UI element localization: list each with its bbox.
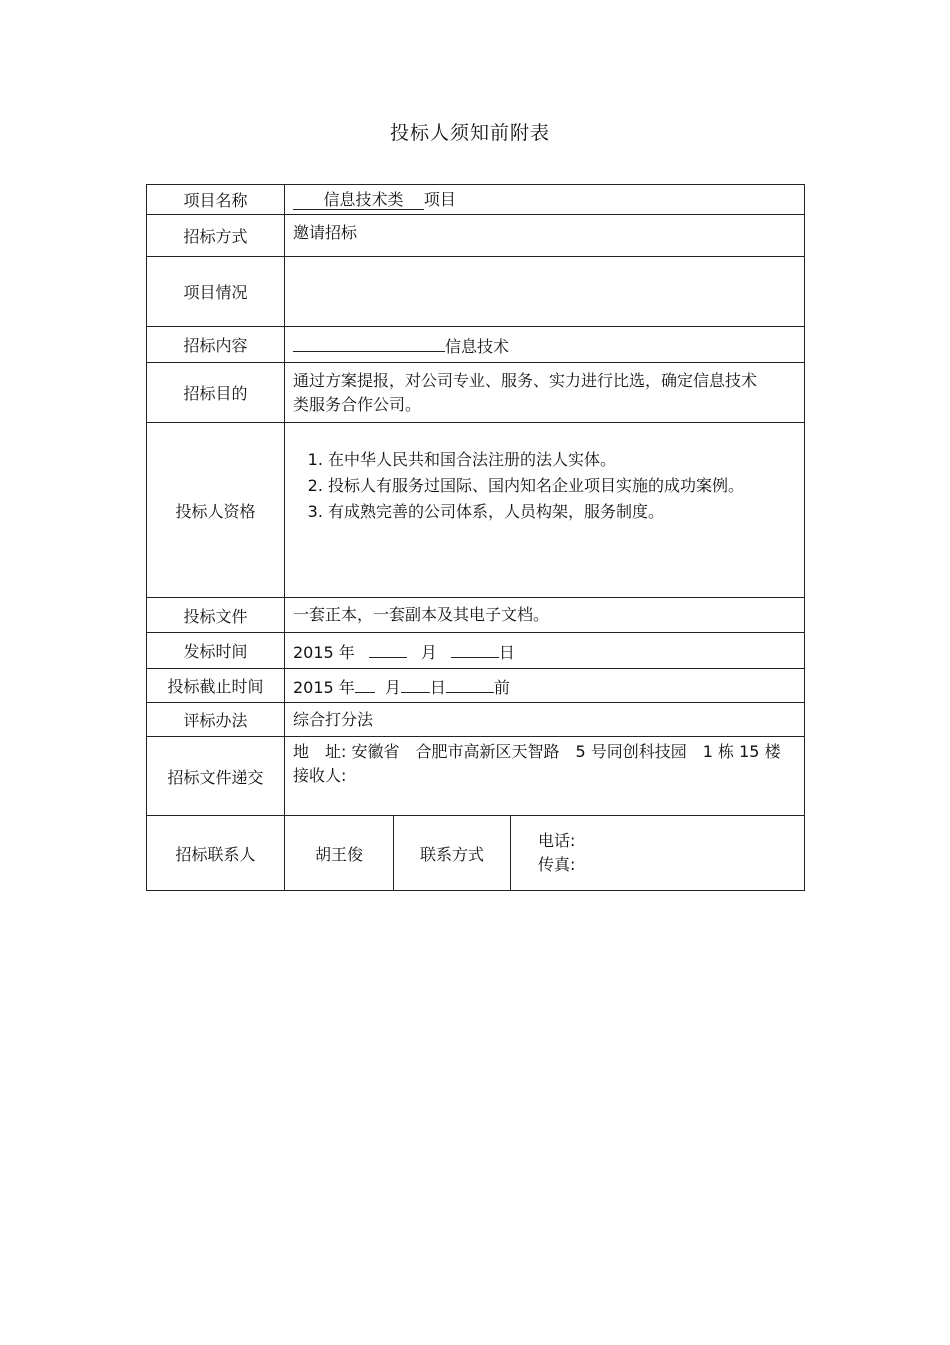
deadline-suffix: 前 [493, 677, 510, 697]
row-qualification [147, 423, 805, 598]
list-item: 3. 有成熟完善的公司体系，人员构架，服务制度。 [328, 500, 768, 524]
label-content: 招标内容 [147, 327, 285, 363]
row-method [147, 215, 805, 257]
list-item: 2. 投标人有服务过国际、国内知名企业项目实施的成功案例。 [328, 474, 768, 498]
value-issue-time [285, 633, 805, 669]
address-value: 安徽省 合肥市高新区天智路 5 号同创科技园 1 栋 15 楼 [351, 742, 781, 761]
submission-address [293, 740, 798, 764]
contact-details [511, 816, 805, 891]
content-blank [293, 331, 445, 352]
contact-method-label: 联系方式 [394, 816, 511, 891]
label-contact: 招标联系人 [147, 816, 285, 891]
address-label: 地 址: [293, 742, 347, 761]
value-documents: 一套正本，一套副本及其电子文档。 [285, 598, 805, 633]
value-purpose: 通过方案提报，对公司专业、服务、实力进行比选，确定信息技术类服务合作公司。 [293, 370, 758, 414]
issue-month-blank [369, 637, 407, 658]
row-documents [147, 598, 805, 633]
project-name-text: 信息技术类 [323, 189, 404, 209]
row-contact [147, 816, 805, 891]
row-deadline [147, 669, 805, 703]
label-issue-time: 发标时间 [147, 633, 285, 669]
value-content [285, 327, 805, 363]
label-qualification: 投标人资格 [147, 423, 285, 598]
value-situation [285, 257, 805, 327]
value-evaluation: 综合打分法 [285, 703, 805, 737]
issue-year: 2015 年 [293, 642, 355, 662]
deadline-year: 2015 年 [293, 677, 355, 697]
label-deadline: 投标截止时间 [147, 669, 285, 703]
list-item: 1. 在中华人民共和国合法注册的法人实体。 [328, 448, 768, 472]
value-deadline [285, 669, 805, 703]
issue-day-blank [451, 637, 499, 658]
row-purpose [147, 363, 805, 423]
receiver-label: 接收人: [293, 766, 347, 785]
project-name-field [293, 190, 424, 210]
row-project-name [147, 185, 805, 215]
deadline-day: 日 [429, 677, 446, 697]
fax-label: 传真: [538, 855, 576, 874]
row-situation [147, 257, 805, 327]
value-method: 邀请招标 [285, 215, 805, 257]
deadline-month-blank [355, 672, 375, 693]
row-submission [147, 737, 805, 816]
phone-label: 电话: [538, 831, 576, 850]
content-text: 信息技术 [445, 336, 510, 356]
row-evaluation [147, 703, 805, 737]
deadline-month: 月 [384, 677, 401, 697]
value-project-name [285, 185, 805, 215]
contact-name: 胡王俊 [285, 816, 394, 891]
qualification-list [293, 448, 768, 524]
project-name-suffix: 项目 [423, 189, 456, 209]
row-issue-time [147, 633, 805, 669]
deadline-extra-blank [446, 672, 494, 693]
issue-month: 月 [420, 642, 437, 662]
deadline-day-blank [401, 672, 430, 693]
issue-day: 日 [498, 642, 515, 662]
row-content [147, 327, 805, 363]
label-situation: 项目情况 [147, 257, 285, 327]
label-documents: 投标文件 [147, 598, 285, 633]
label-submission: 招标文件递交 [147, 737, 285, 816]
page-title: 投标人须知前附表 [389, 122, 550, 144]
value-qualification [285, 423, 805, 598]
value-submission [285, 737, 805, 816]
label-evaluation: 评标办法 [147, 703, 285, 737]
bid-notice-table [146, 184, 805, 891]
label-purpose: 招标目的 [147, 363, 285, 423]
label-method: 招标方式 [147, 215, 285, 257]
label-project-name: 项目名称 [147, 185, 285, 215]
